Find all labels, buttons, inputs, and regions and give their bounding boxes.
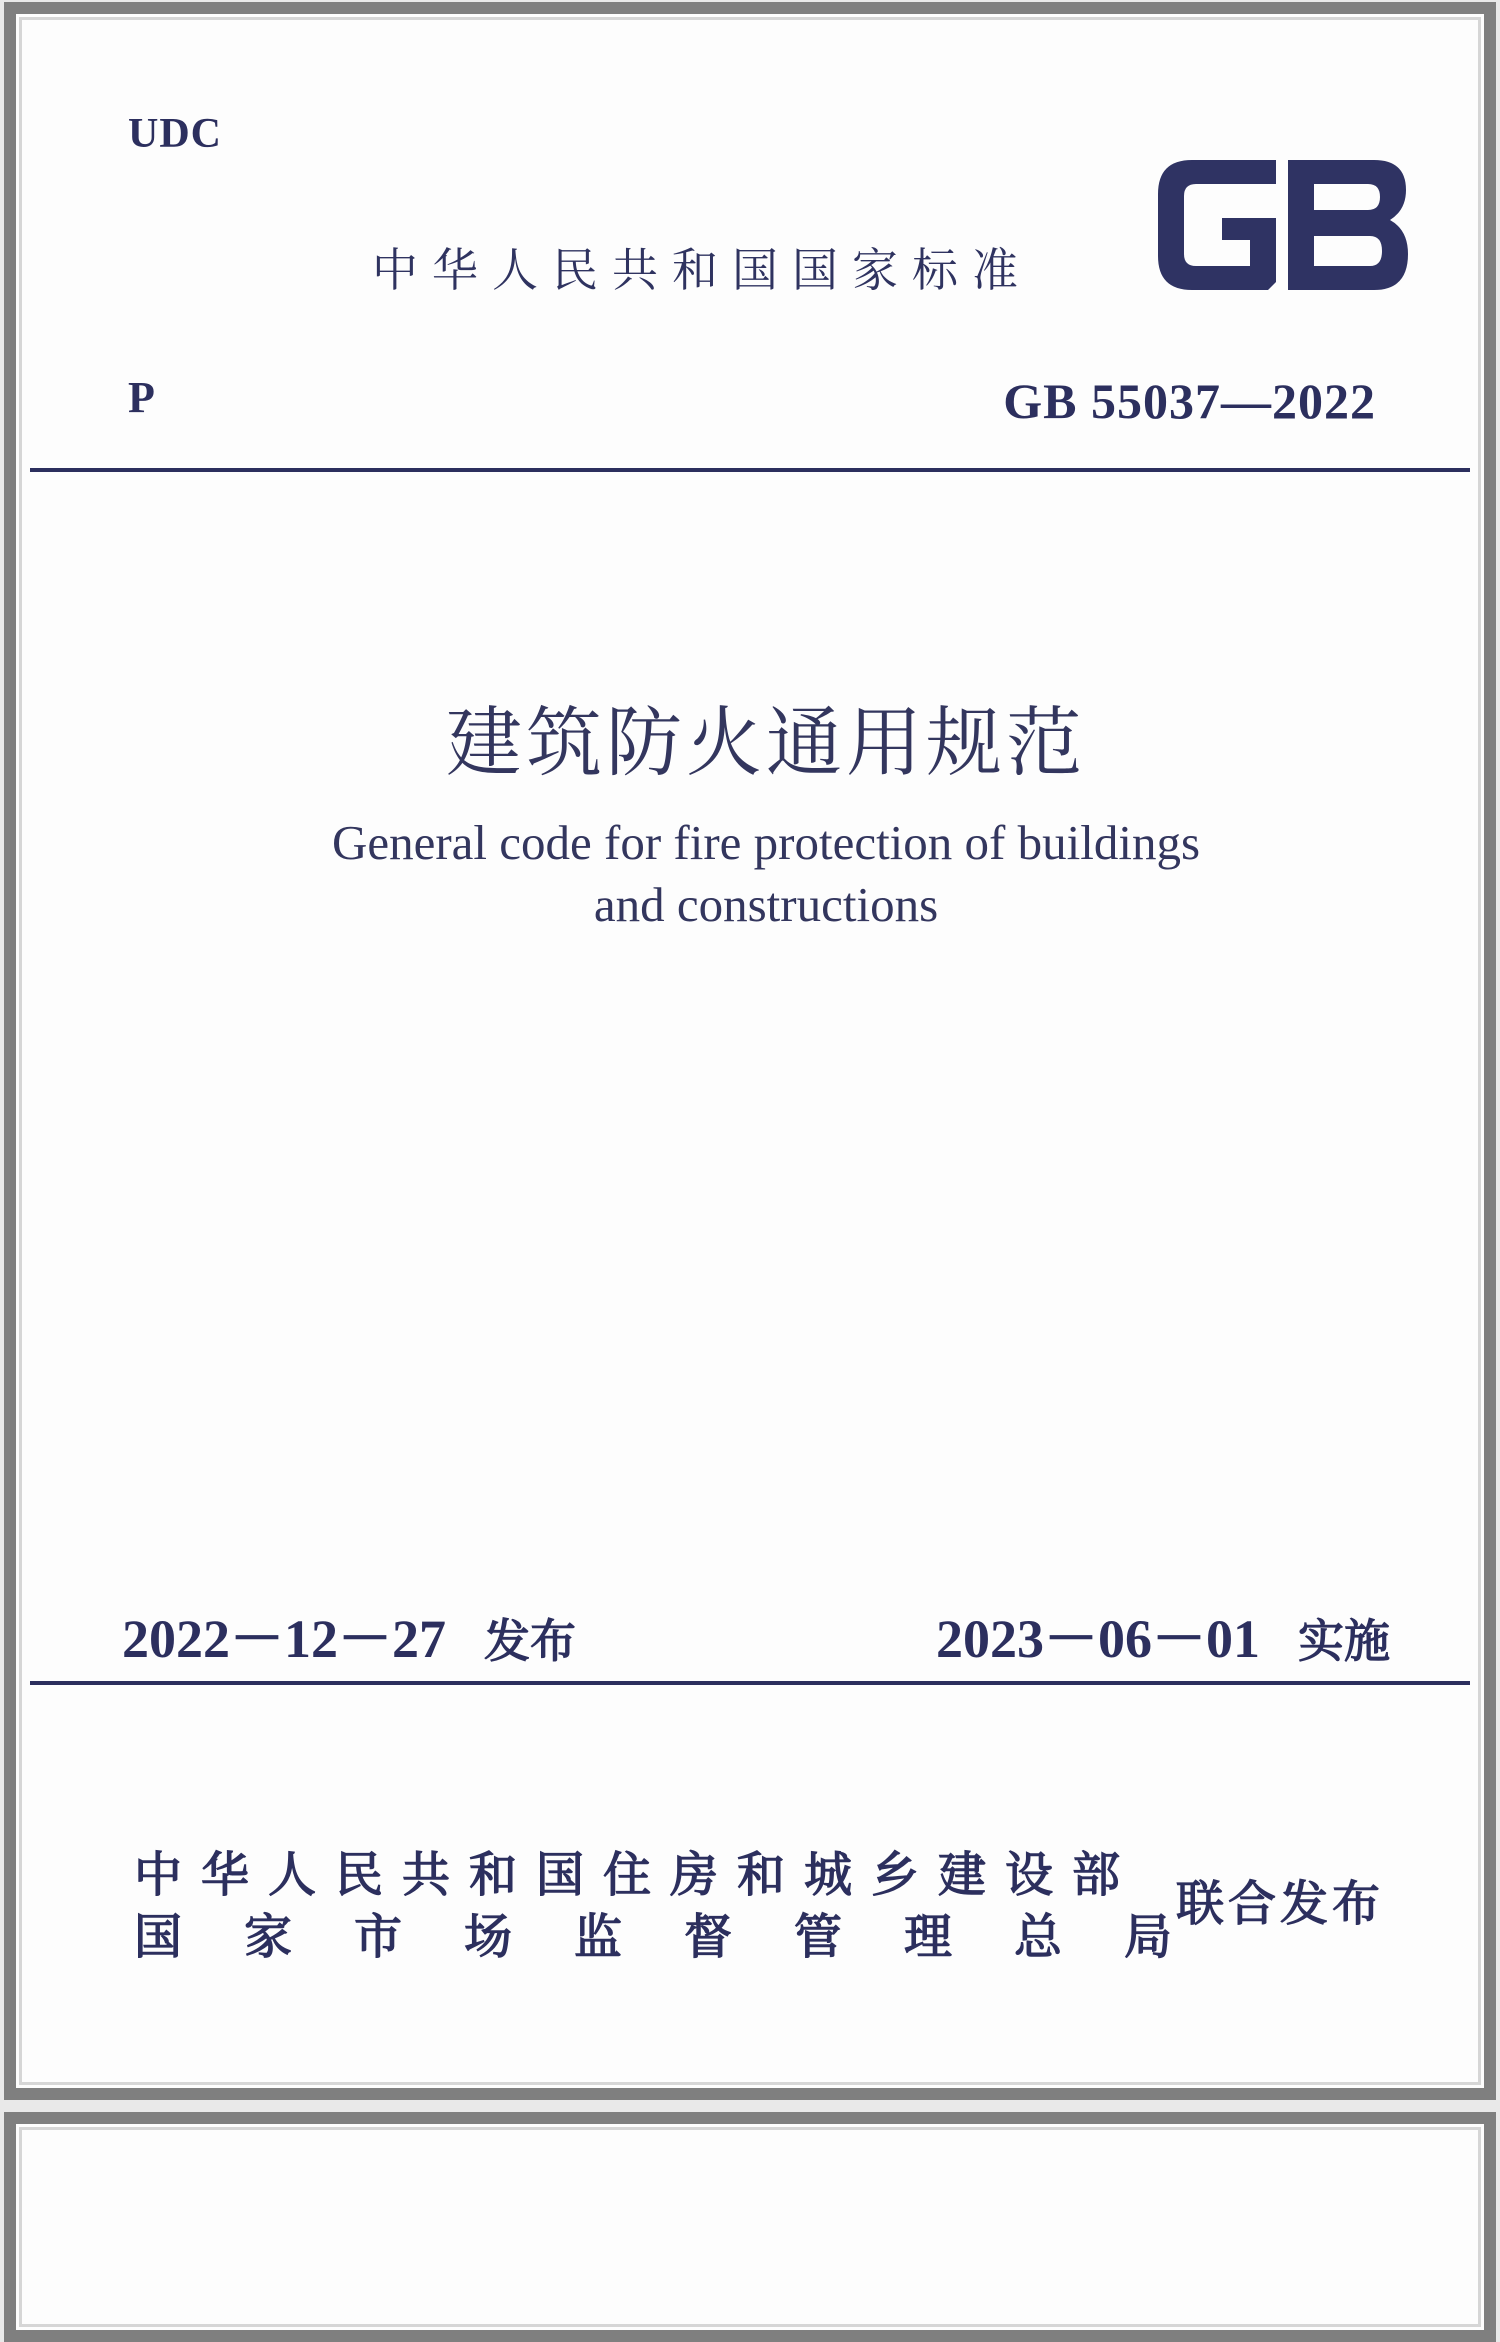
issuer-administration: 国家市场监督管理总局 [134,1909,1235,1965]
standard-number: GB 55037—2022 [1003,373,1376,429]
udc-label: UDC [128,111,222,157]
standard-type: 中华人民共和国国家标准 [372,243,1032,297]
title-chinese: 建筑防火通用规范 [446,698,1086,787]
effective-label: 实施 [1298,1614,1390,1668]
cover-page [4,2,1496,2100]
next-page-edge [4,2112,1496,2342]
title-english-line-1: General code for fire protection of buildings [331,815,1201,870]
header-divider [30,468,1470,472]
issuer-ministry: 中华人民共和国住房和城乡建设部 [134,1847,1140,1903]
title-english-line-2: and constructions [593,877,939,932]
footer-divider [30,1681,1470,1685]
effective-date: 2023－06－01 [936,1609,1260,1669]
publish-date: 2022－12－27 [122,1609,446,1669]
effective-date-row [936,1596,1390,1673]
title-english [16,812,1500,936]
classification-code: P [128,373,155,422]
publish-label: 发布 [484,1614,576,1668]
publish-date-row [122,1596,576,1673]
joint-release-label: 联合发布 [1176,1876,1385,1932]
gb-logo [1152,152,1414,298]
